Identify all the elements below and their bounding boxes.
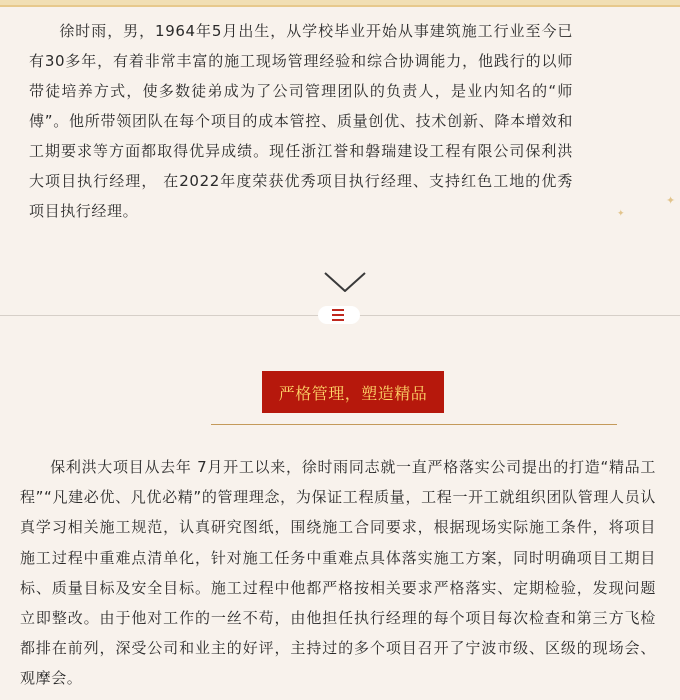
- section-paragraph: [20, 452, 656, 694]
- intro-paragraph: [29, 16, 573, 226]
- title-underline: [211, 424, 617, 425]
- top-decor-rule: [0, 5, 680, 7]
- three-bars-icon: [332, 309, 344, 321]
- section-paragraph-text: 保利洪大项目从去年 7月开工以来，徐时雨同志就一直严格落实公司提出的打造“精品工程”“凡建必优、凡优必精”的管理理念，为保证工程质量，工程一开工就组织团队管理人员认真学习相关施工规范，认真研究图纸，围绕施工合同要求，根据现场实际施工条件，将项目施工过程中重难点清单化，针对施工任务中重难点具体落实施工方案，同时明确项目工期目标、质量目标及安全目标。施工过程中他都严格按相关要求严格落实、定期检验，发现问题立即整改。由于他对工作的一丝不苟，由他担任执行经理的每个项目每次检查和第三方飞检都排在前列，深受公司和业主的好评，主持过的多个项目召开了宁波市级、区级的现场会、观摩会。: [20, 458, 656, 688]
- sparkle-icon: ✦: [666, 194, 676, 207]
- intro-paragraph-text: 徐时雨，男，1964年5月出生，从学校毕业开始从事建筑施工行业至今已有30多年，有着非常丰富的施工现场管理经验和综合协调能力，他践行的以师带徒培养方式，使多数徒弟成为了公司管理团队的负责人，是业内知名的“师傅”。他所带领团队在每个项目的成本管控、质量创优、技术创新、降本增效和工期要求等方面都取得优异成绩。现任浙江誉和磐瑞建设工程有限公司保利洪大项目执行经理， 在2022年度荣获优秀项目执行经理、支持红色工地的优秀项目执行经理。: [29, 22, 573, 220]
- section-title: [262, 371, 444, 413]
- chevron-down-icon: [324, 272, 366, 292]
- sparkle-icon: ✦: [617, 209, 625, 219]
- section-title-text: 严格管理，塑造精品: [278, 383, 428, 403]
